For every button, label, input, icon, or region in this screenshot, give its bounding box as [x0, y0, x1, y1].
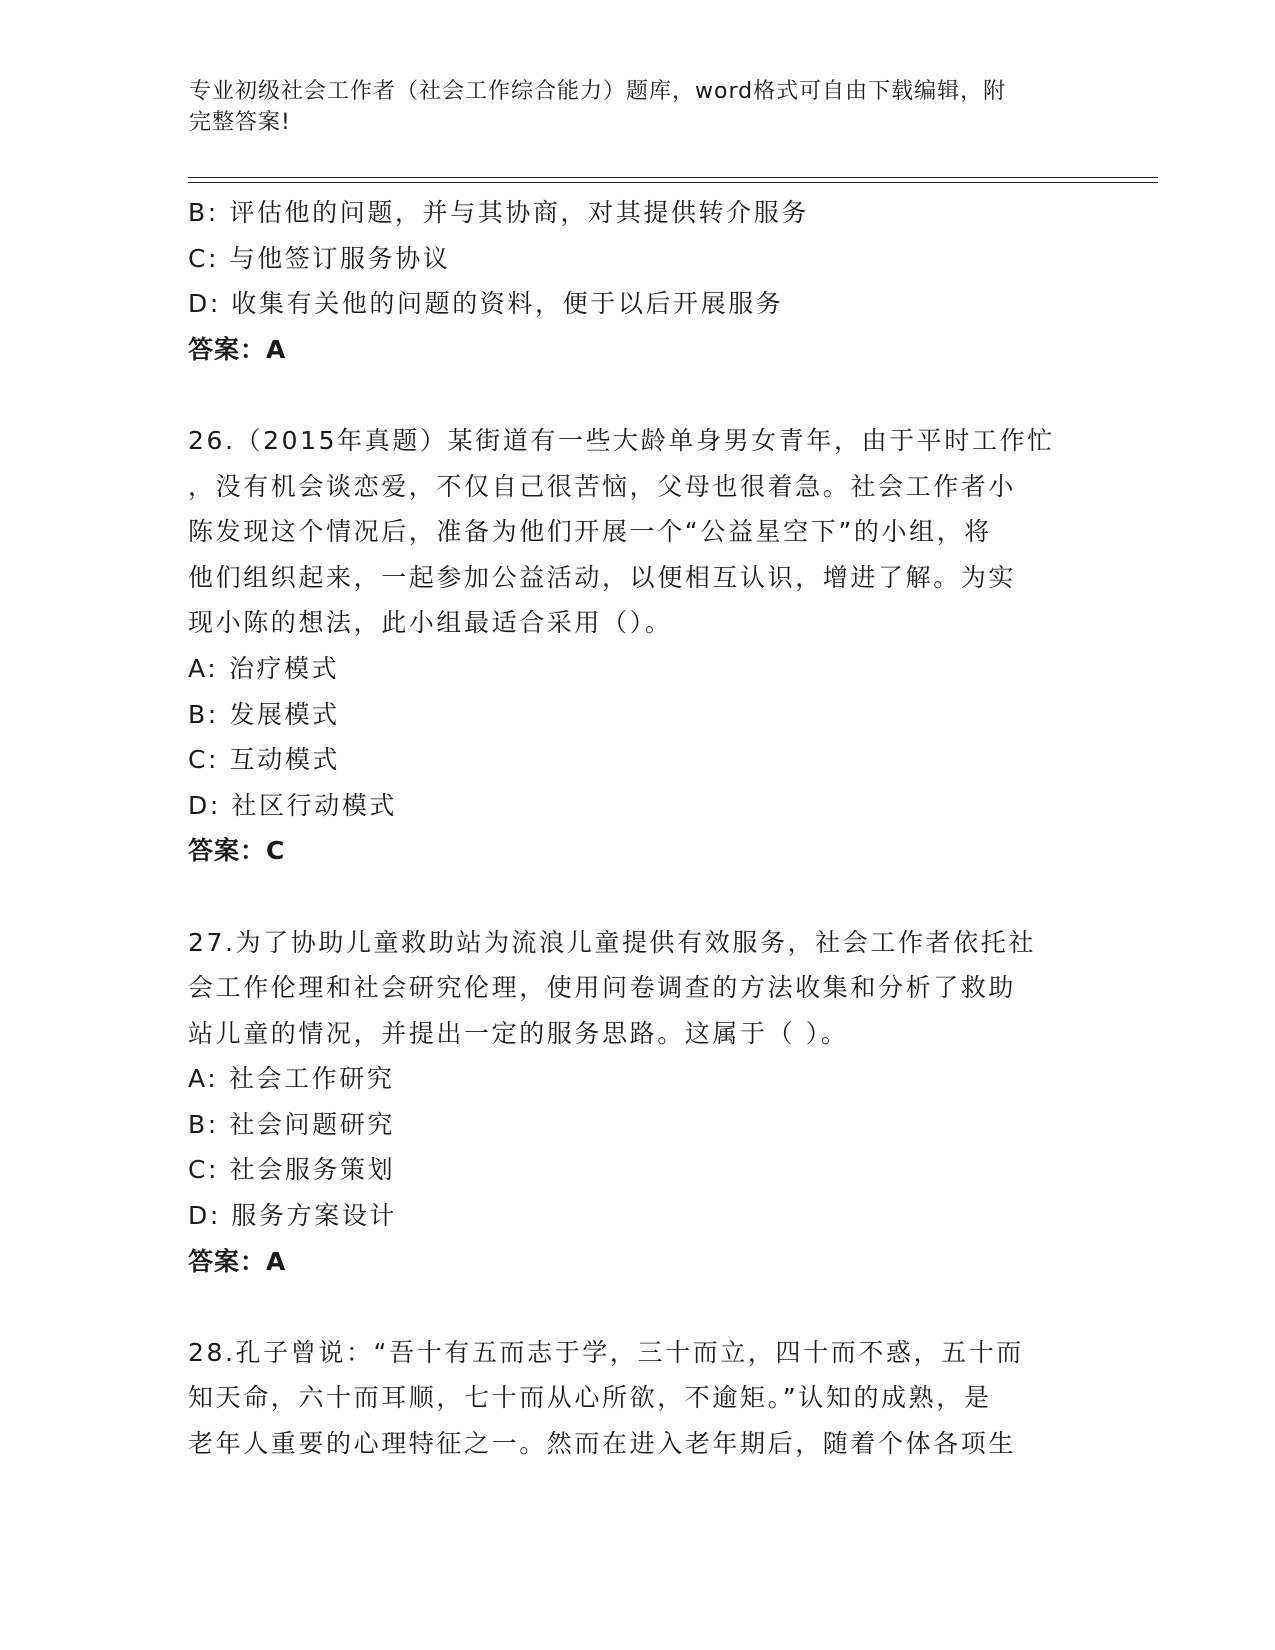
- option-line: A: 治疗模式: [188, 653, 340, 683]
- question-text-line: 会工作伦理和社会研究伦理，使用问卷调查的方法收集和分析了救助: [188, 973, 1017, 1003]
- option-line: B: 社会问题研究: [188, 1109, 395, 1139]
- option-line: A: 社会工作研究: [188, 1064, 395, 1094]
- question-text-line: 他们组织起来，一起参加公益活动，以便相互认识，增进了解。为实: [188, 562, 1017, 592]
- question-text-line: ，没有机会谈恋爱，不仅自己很苦恼，父母也很着急。社会工作者小: [188, 471, 1017, 501]
- block-spacer: [188, 372, 1088, 418]
- question-text-line: 28.孔子曾说：“吾十有五而志于学，三十而立，四十而不惑，五十而: [188, 1337, 1024, 1367]
- question-text-line: 陈发现这个情况后，准备为他们开展一个“公益星空下”的小组，将: [188, 517, 992, 547]
- option-line: C: 社会服务策划: [188, 1155, 396, 1185]
- option-line: D: 社区行动模式: [188, 790, 398, 820]
- question-content: [188, 190, 1088, 1467]
- question-text-line: 知天命，六十而耳顺，七十而从心所欲，不逾矩。”认知的成熟，是: [188, 1383, 992, 1413]
- header-line-1: 专业初级社会工作者（社会工作综合能力）题库，word格式可自由下载编辑，附: [189, 79, 1007, 104]
- option-line: B: 发展模式: [188, 699, 340, 729]
- option-line: C: 与他签订服务协议: [188, 243, 451, 273]
- question-text-line: 老年人重要的心理特征之一。然而在进入老年期后，随着个体各项生: [188, 1429, 1017, 1459]
- question-text-line: 27.为了协助儿童救助站为流浪儿童提供有效服务，社会工作者依托社: [188, 927, 1036, 957]
- option-line: B: 评估他的问题，并与其协商，对其提供转介服务: [188, 198, 809, 227]
- header-divider-top: [188, 177, 1158, 178]
- answer-line: 答案：C: [188, 836, 286, 866]
- question-text-line: 26.（2015年真题）某街道有一些大龄单身男女青年，由于平时工作忙: [188, 425, 1055, 455]
- page-header: [189, 76, 1089, 138]
- answer-line: 答案：A: [188, 1246, 287, 1276]
- header-divider-bottom: [188, 182, 1158, 183]
- block-spacer: [188, 874, 1088, 920]
- answer-line: 答案：A: [188, 334, 287, 364]
- block-spacer: [188, 1284, 1088, 1330]
- question-block-q27: [188, 920, 1088, 1285]
- question-block-q25-tail: [188, 190, 1088, 372]
- option-line: D: 收集有关他的问题的资料，便于以后开展服务: [188, 289, 784, 319]
- option-line: D: 服务方案设计: [188, 1201, 398, 1231]
- question-text-line: 站儿童的情况，并提出一定的服务思路。这属于（ ）。: [188, 1018, 849, 1048]
- question-block-q26: [188, 418, 1088, 874]
- question-block-q28: [188, 1330, 1088, 1467]
- option-line: C: 互动模式: [188, 745, 341, 775]
- question-text-line: 现小陈的想法，此小组最适合采用（）。: [188, 608, 673, 638]
- header-line-2: 完整答案!: [189, 110, 291, 135]
